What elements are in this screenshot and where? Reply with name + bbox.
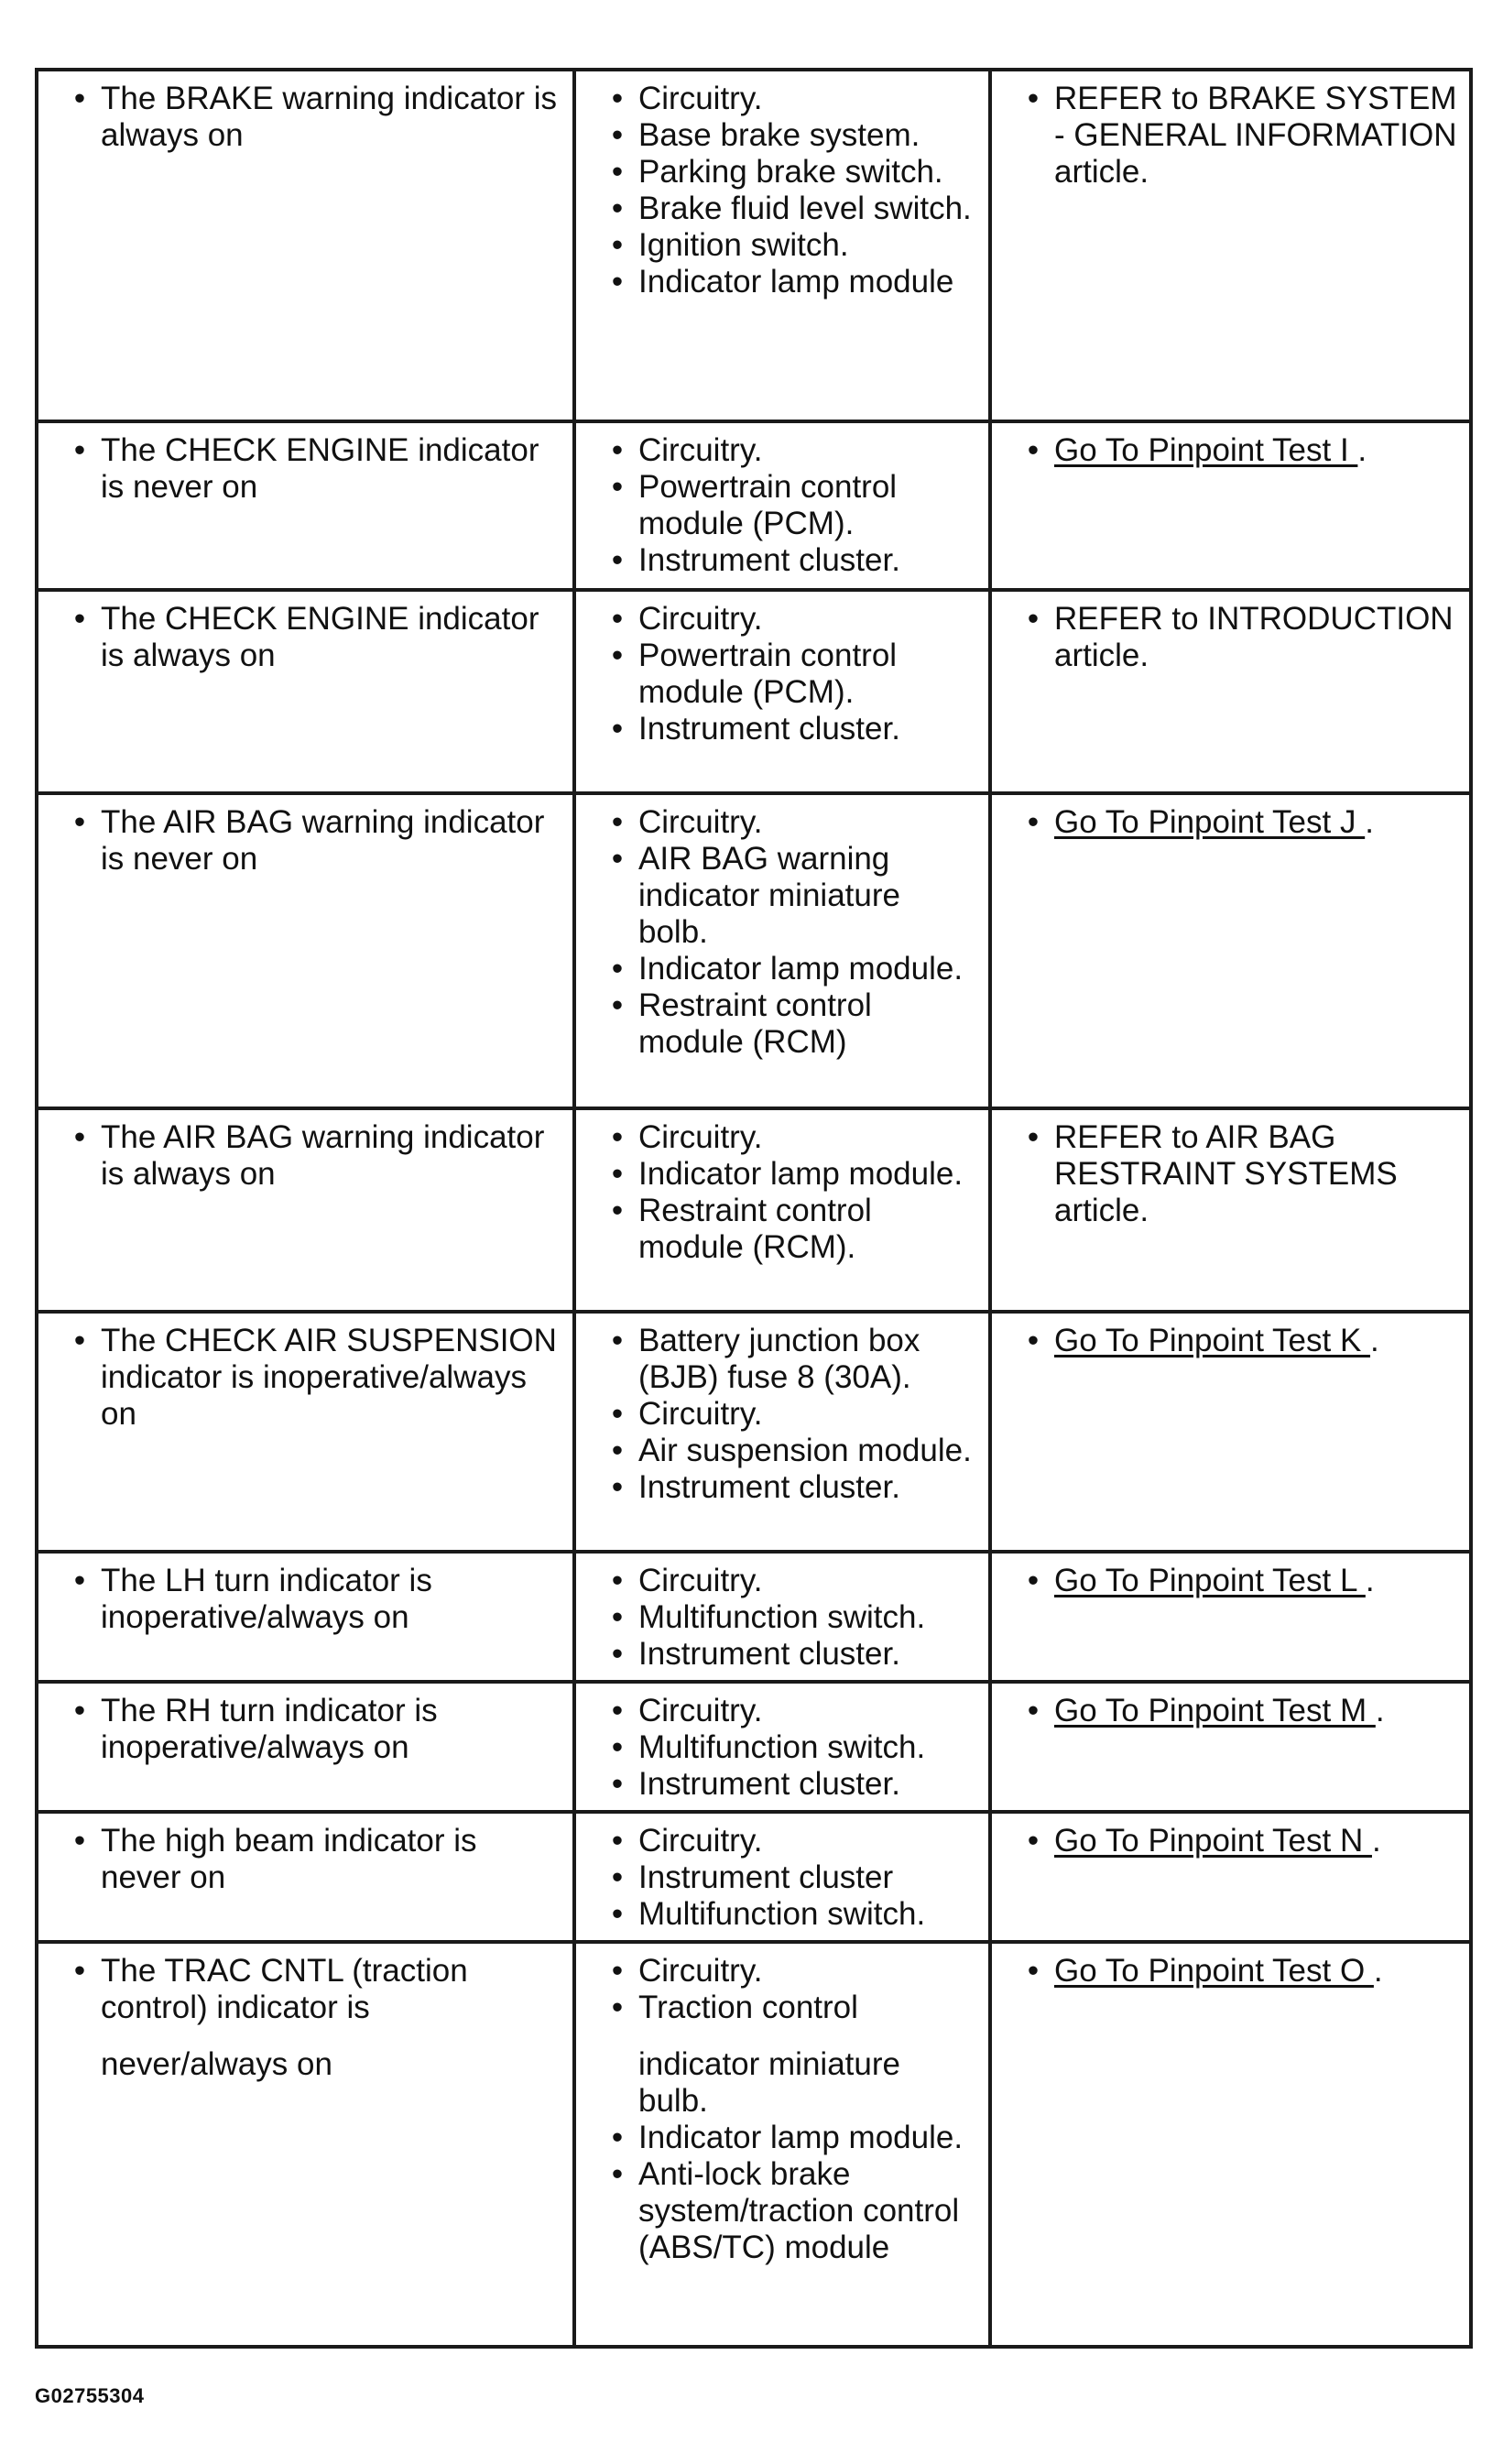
cause-item: • Multifunction switch.	[596, 1599, 977, 1636]
condition-text: • The AIR BAG warning indicator is always on	[59, 1119, 561, 1193]
cause-item: • Ignition switch.	[596, 227, 977, 264]
cause-item: • Brake fluid level switch.	[596, 191, 977, 227]
table-row	[37, 1108, 1471, 1312]
cause-item: • Instrument cluster	[596, 1859, 977, 1896]
cause-cell	[574, 1942, 990, 2347]
cause-line: Traction control	[638, 1990, 858, 2025]
action-cell	[990, 1942, 1471, 2347]
action-item	[1012, 1823, 1458, 1859]
action-cell	[990, 1812, 1471, 1942]
cause-item: • Circuitry.	[596, 1693, 977, 1729]
action-cell	[990, 1108, 1471, 1312]
action-cell	[990, 793, 1471, 1108]
cause-item: • Circuitry.	[596, 432, 977, 469]
pinpoint-test-link[interactable]: Go To Pinpoint Test M	[1054, 1693, 1376, 1728]
link-suffix: .	[1371, 1823, 1381, 1859]
condition-line: never/always on	[101, 2046, 332, 2082]
cause-item: • Instrument cluster.	[596, 1766, 977, 1803]
cause-cell	[574, 421, 990, 590]
action-item	[1012, 1563, 1458, 1599]
diagnostic-table	[35, 68, 1473, 2349]
cause-item: • Restraint control module (RCM)	[596, 987, 977, 1061]
cause-cell	[574, 1552, 990, 1682]
cause-cell	[574, 70, 990, 421]
condition-cell	[37, 1942, 574, 2347]
condition-cell	[37, 1812, 574, 1942]
pinpoint-test-link[interactable]: Go To Pinpoint Test J	[1054, 804, 1366, 840]
cause-item: • Instrument cluster.	[596, 1636, 977, 1673]
cause-item: • Parking brake switch.	[596, 154, 977, 191]
cause-item: • Circuitry.	[596, 1823, 977, 1859]
action-cell	[990, 1552, 1471, 1682]
cause-item: • Circuitry.	[596, 1953, 977, 1990]
cause-cell	[574, 1682, 990, 1812]
cause-cell	[574, 1312, 990, 1552]
condition-text: • The LH turn indicator is inoperative/always on	[59, 1563, 561, 1636]
pinpoint-test-link[interactable]: Go To Pinpoint Test N	[1054, 1823, 1372, 1859]
link-suffix: .	[1375, 1693, 1385, 1728]
cause-item: • Battery junction box (BJB) fuse 8 (30A).	[596, 1323, 977, 1396]
condition-text: • The CHECK AIR SUSPENSION indicator is inoperative/always on	[59, 1323, 561, 1433]
cause-item: • Instrument cluster.	[596, 1469, 977, 1506]
cause-cell	[574, 1108, 990, 1312]
action-text: REFER to BRAKE SYSTEM - GENERAL INFORMATION article.	[1054, 81, 1457, 190]
cause-item: • Circuitry.	[596, 81, 977, 117]
cause-cell	[574, 590, 990, 793]
link-suffix: .	[1365, 804, 1374, 840]
figure-id-label: G02755304	[35, 2384, 145, 2407]
cause-item: • Circuitry.	[596, 1119, 977, 1156]
condition-cell	[37, 70, 574, 421]
table-row	[37, 1682, 1471, 1812]
action-item	[1012, 1323, 1458, 1359]
cause-item: • Air suspension module.	[596, 1433, 977, 1469]
action-item	[1012, 1953, 1458, 1990]
condition-text: • The CHECK ENGINE indicator is always on	[59, 601, 561, 674]
table-row	[37, 1552, 1471, 1682]
condition-text	[59, 1953, 561, 2083]
cause-item: • Powertrain control module (PCM).	[596, 638, 977, 711]
cause-item: • Restraint control module (RCM).	[596, 1193, 977, 1266]
cause-item: • Circuitry.	[596, 1396, 977, 1433]
cause-item: • Multifunction switch.	[596, 1896, 977, 1933]
table-row	[37, 1312, 1471, 1552]
cause-item: • Instrument cluster.	[596, 711, 977, 747]
pinpoint-test-link[interactable]: Go To Pinpoint Test L	[1054, 1563, 1366, 1598]
cause-item	[596, 1990, 977, 2120]
cause-item: • Indicator lamp module.	[596, 2120, 977, 2156]
action-cell	[990, 1682, 1471, 1812]
action-text: REFER to AIR BAG RESTRAINT SYSTEMS article.	[1054, 1119, 1398, 1228]
condition-cell	[37, 590, 574, 793]
cause-cell	[574, 793, 990, 1108]
link-suffix: .	[1373, 1953, 1383, 1989]
action-item	[1012, 601, 1458, 674]
link-suffix: .	[1365, 1563, 1375, 1598]
action-item	[1012, 432, 1458, 469]
table-row	[37, 590, 1471, 793]
pinpoint-test-link[interactable]: Go To Pinpoint Test K	[1054, 1323, 1371, 1358]
condition-line: The TRAC CNTL (traction control) indicator is	[101, 1953, 468, 2025]
action-cell	[990, 70, 1471, 421]
condition-cell	[37, 1108, 574, 1312]
pinpoint-test-link[interactable]: Go To Pinpoint Test O	[1054, 1953, 1374, 1989]
cause-item: • Circuitry.	[596, 1563, 977, 1599]
table-row	[37, 1812, 1471, 1942]
cause-cell	[574, 1812, 990, 1942]
cause-item: • Circuitry.	[596, 601, 977, 638]
action-cell	[990, 590, 1471, 793]
condition-cell	[37, 1552, 574, 1682]
action-item	[1012, 1119, 1458, 1229]
condition-text: • The BRAKE warning indicator is always on	[59, 81, 561, 154]
action-item	[1012, 804, 1458, 841]
table-row	[37, 1942, 1471, 2347]
condition-cell	[37, 1682, 574, 1812]
condition-cell	[37, 421, 574, 590]
condition-text: • The AIR BAG warning indicator is never on	[59, 804, 561, 878]
cause-item: • Circuitry.	[596, 804, 977, 841]
cause-item: • AIR BAG warning indicator miniature bolb.	[596, 841, 977, 951]
condition-cell	[37, 1312, 574, 1552]
table-row	[37, 70, 1471, 421]
action-cell	[990, 1312, 1471, 1552]
cause-item: • Anti-lock brake system/traction control (ABS/TC) module	[596, 2156, 977, 2266]
table-row	[37, 793, 1471, 1108]
table-row	[37, 421, 1471, 590]
cause-item: • Powertrain control module (PCM).	[596, 469, 977, 542]
cause-item: • Instrument cluster.	[596, 542, 977, 579]
link-suffix: .	[1357, 432, 1367, 468]
link-suffix: .	[1370, 1323, 1379, 1358]
action-text: REFER to INTRODUCTION article.	[1054, 601, 1454, 673]
action-item	[1012, 1693, 1458, 1729]
cause-item: • Indicator lamp module.	[596, 951, 977, 987]
condition-text: • The RH turn indicator is inoperative/always on	[59, 1693, 561, 1766]
pinpoint-test-link[interactable]: Go To Pinpoint Test I	[1054, 432, 1358, 468]
condition-text: • The high beam indicator is never on	[59, 1823, 561, 1896]
condition-text: • The CHECK ENGINE indicator is never on	[59, 432, 561, 506]
action-cell	[990, 421, 1471, 590]
cause-item: • Indicator lamp module.	[596, 1156, 977, 1193]
cause-item: • Multifunction switch.	[596, 1729, 977, 1766]
condition-cell	[37, 793, 574, 1108]
cause-item: • Indicator lamp module	[596, 264, 977, 300]
action-item	[1012, 81, 1458, 191]
cause-line: indicator miniature bulb.	[638, 2046, 900, 2119]
cause-item: • Base brake system.	[596, 117, 977, 154]
